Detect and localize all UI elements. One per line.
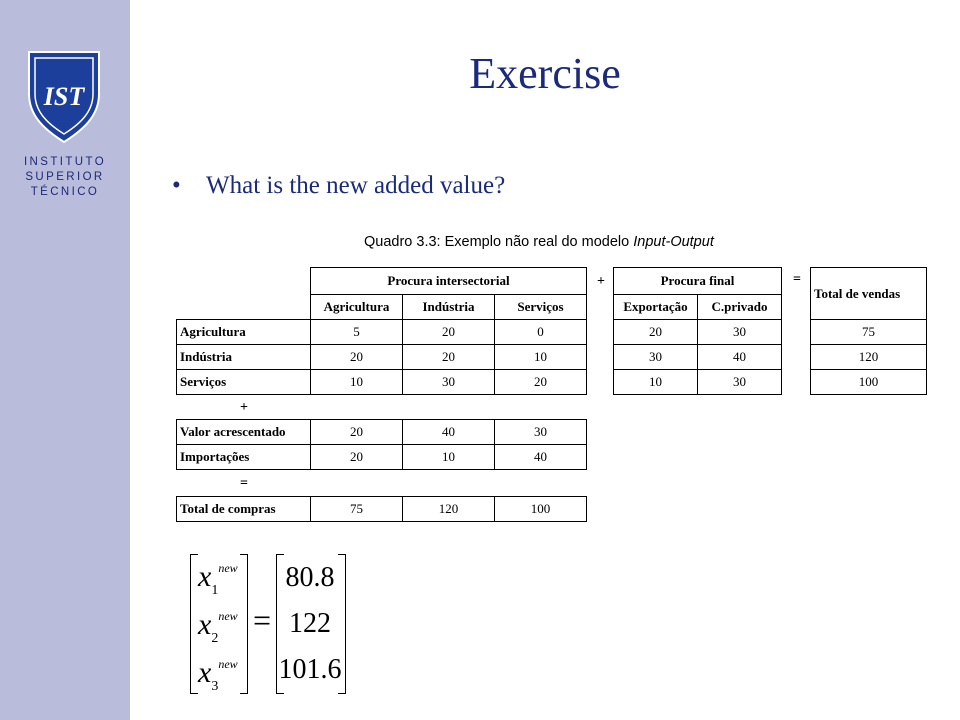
table-row bbox=[811, 320, 927, 345]
empty-corner bbox=[177, 295, 311, 320]
equation bbox=[180, 550, 380, 695]
plus-sign: + bbox=[597, 274, 605, 289]
table-cell: 40 bbox=[403, 420, 495, 445]
table-cell: 20 bbox=[311, 420, 403, 445]
group-header-intersectoral: Procura intersectorial bbox=[311, 268, 587, 295]
intersectoral-table bbox=[176, 267, 587, 395]
col-header: Exportação bbox=[614, 295, 698, 320]
table-row bbox=[177, 497, 587, 522]
row-label: Agricultura bbox=[177, 320, 311, 345]
table-cell: 20 bbox=[311, 345, 403, 370]
equals-sign: = bbox=[793, 272, 801, 287]
table-cell: 100 bbox=[495, 497, 587, 522]
final-demand-table bbox=[613, 267, 782, 395]
caption-prefix: Quadro 3.3: Exemplo não real do modelo bbox=[364, 234, 634, 250]
rhs-value: 122 bbox=[289, 608, 331, 639]
table-row bbox=[811, 370, 927, 395]
logo-line-instituto: INSTITUTO bbox=[23, 156, 107, 168]
row-label: Indústria bbox=[177, 345, 311, 370]
table-cell: 30 bbox=[698, 320, 782, 345]
lhs-var: $x_1^{new}$ bbox=[198, 560, 238, 598]
rhs-value: 80.8 bbox=[285, 562, 335, 593]
empty-corner bbox=[177, 268, 311, 295]
row-label: Serviços bbox=[177, 370, 311, 395]
table-cell: 30 bbox=[698, 370, 782, 395]
table-cell: 20 bbox=[311, 445, 403, 470]
table-row bbox=[177, 370, 587, 395]
row-label: Valor acrescentado bbox=[177, 420, 311, 445]
group-header-final-demand: Procura final bbox=[614, 268, 782, 295]
bullet-item bbox=[172, 172, 505, 200]
table-cell: 0 bbox=[495, 320, 587, 345]
table-cell: 20 bbox=[614, 320, 698, 345]
col-header: C.privado bbox=[698, 295, 782, 320]
equals-sign-below: = bbox=[240, 476, 248, 491]
table-cell: 120 bbox=[811, 345, 927, 370]
total-sales-header: Total de vendas bbox=[811, 268, 927, 320]
table-cell: 120 bbox=[403, 497, 495, 522]
table-cell: 100 bbox=[811, 370, 927, 395]
sidebar bbox=[0, 0, 130, 720]
total-sales-table bbox=[810, 267, 927, 395]
bullet-text: What is the new added value? bbox=[206, 172, 506, 199]
col-header: Indústria bbox=[403, 295, 495, 320]
table-cell: 10 bbox=[614, 370, 698, 395]
table-cell: 30 bbox=[614, 345, 698, 370]
table-row bbox=[811, 345, 927, 370]
table-cell: 20 bbox=[403, 345, 495, 370]
row-label: Importações bbox=[177, 445, 311, 470]
equation-equals: = bbox=[253, 602, 272, 638]
table-row bbox=[177, 420, 587, 445]
table-row bbox=[177, 345, 587, 370]
total-purchases-table bbox=[176, 496, 587, 522]
table-cell: 75 bbox=[311, 497, 403, 522]
logo-line-tecnico: TÉCNICO bbox=[30, 186, 100, 198]
lhs-var: $x_2^{new}$ bbox=[198, 608, 238, 646]
table-cell: 30 bbox=[403, 370, 495, 395]
logo-mark: IST bbox=[43, 82, 85, 111]
table-cell: 30 bbox=[495, 420, 587, 445]
table-row bbox=[177, 445, 587, 470]
table-cell: 5 bbox=[311, 320, 403, 345]
ist-logo bbox=[25, 50, 103, 144]
slide-title: Exercise bbox=[469, 49, 621, 98]
table-row bbox=[614, 370, 782, 395]
table-cell: 20 bbox=[403, 320, 495, 345]
row-label: Total de compras bbox=[177, 497, 311, 522]
lhs-var: $x_3^{new}$ bbox=[198, 656, 238, 694]
table-cell: 75 bbox=[811, 320, 927, 345]
table-row bbox=[614, 320, 782, 345]
lhs-left-bracket bbox=[190, 554, 198, 694]
col-header: Agricultura bbox=[311, 295, 403, 320]
rhs-value: 101.6 bbox=[278, 654, 342, 685]
table-cell: 40 bbox=[698, 345, 782, 370]
caption-italic: Input-Output bbox=[633, 234, 714, 250]
figure-caption bbox=[364, 234, 714, 250]
logo-line-superior: SUPERIOR bbox=[25, 171, 105, 183]
col-header: Serviços bbox=[495, 295, 587, 320]
table-cell: 10 bbox=[403, 445, 495, 470]
table-cell: 20 bbox=[495, 370, 587, 395]
table-row bbox=[614, 345, 782, 370]
table-cell: 10 bbox=[495, 345, 587, 370]
plus-sign-below: + bbox=[240, 400, 248, 415]
value-added-table bbox=[176, 419, 587, 470]
table-row bbox=[177, 320, 587, 345]
table-cell: 40 bbox=[495, 445, 587, 470]
lhs-right-bracket bbox=[240, 554, 248, 694]
bullet-dot: • bbox=[172, 172, 181, 199]
table-cell: 10 bbox=[311, 370, 403, 395]
